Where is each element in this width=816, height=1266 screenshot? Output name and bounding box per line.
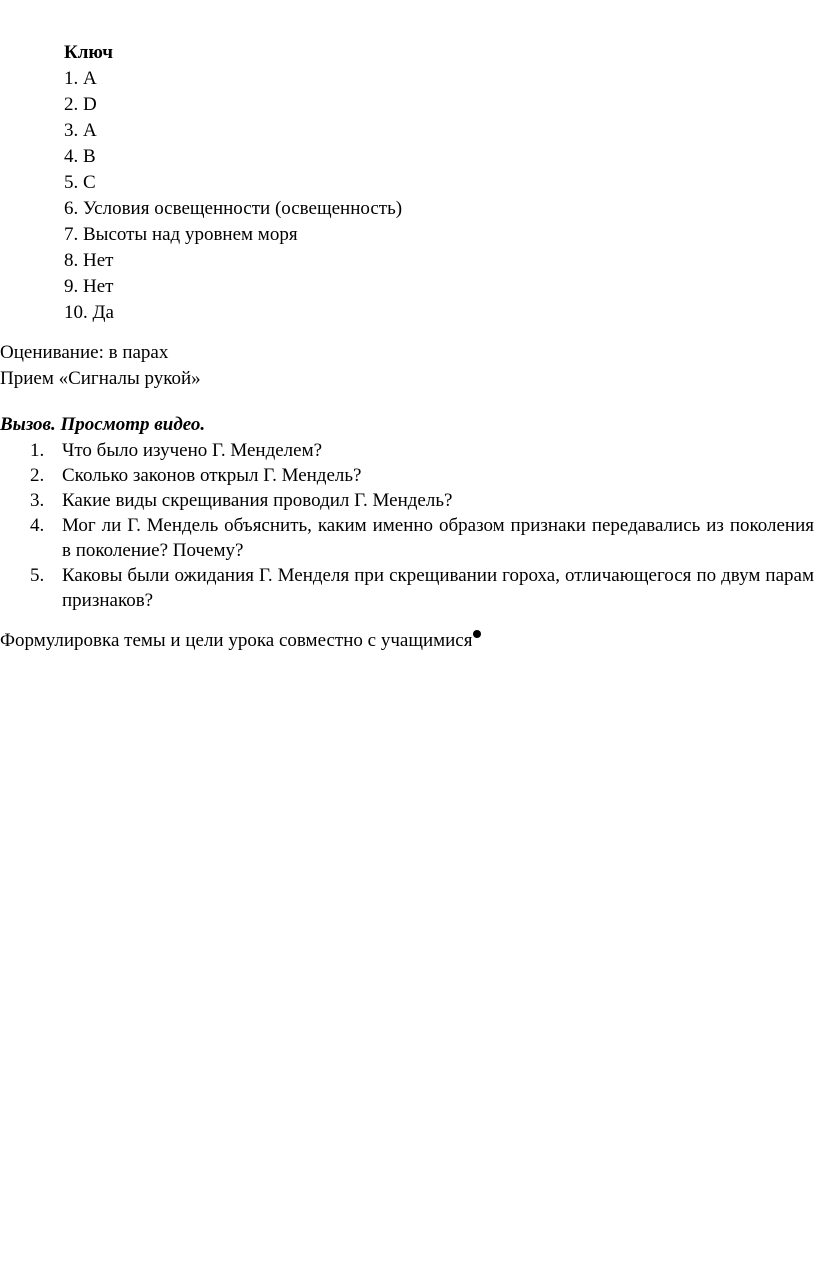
answer-key-item: 7. Высоты над уровнем моря	[64, 224, 298, 245]
question-text: Сколько законов открыл Г. Мендель?	[62, 465, 362, 486]
question-item	[0, 563, 816, 613]
answer-key-item: 9. Нет	[64, 276, 114, 297]
answer-key-item: 4. В	[64, 146, 96, 167]
question-number: 3.	[30, 490, 45, 511]
answer-key-item: 5. С	[64, 172, 96, 193]
evaluation-section	[0, 340, 816, 392]
challenge-title: Вызов. Просмотр видео.	[0, 414, 206, 435]
question-item	[0, 513, 816, 563]
answer-key-item: 6. Условия освещенности (освещенность)	[64, 198, 403, 219]
answer-key-title: Ключ	[64, 42, 113, 63]
question-list	[0, 438, 816, 613]
question-item	[0, 488, 816, 513]
answer-key-item: 8. Нет	[64, 250, 114, 271]
question-number: 1.	[30, 440, 45, 461]
question-number: 2.	[30, 465, 45, 486]
question-text: Каковы были ожидания Г. Менделя при скрещивании гороха, отличающегося по двум парам признаков?	[62, 565, 814, 611]
question-text: Какие виды скрещивания проводил Г. Мендель?	[62, 490, 453, 511]
challenge-section	[0, 412, 816, 613]
lesson-topic-text: Формулировка темы и цели урока совместно с учащимися	[0, 630, 473, 651]
question-number: 4.	[30, 515, 45, 536]
answer-key-item: 2. D	[64, 94, 97, 115]
lesson-topic-formulation	[0, 628, 481, 654]
answer-key-item: 1. А	[64, 68, 97, 89]
evaluation-method: Оценивание: в парах	[0, 342, 169, 363]
answer-key	[64, 40, 764, 326]
answer-key-item: 3. А	[64, 120, 97, 141]
question-text: Что было изучено Г. Менделем?	[62, 440, 323, 461]
question-number: 5.	[30, 565, 45, 586]
question-item	[0, 463, 816, 488]
answer-key-item: 10. Да	[64, 302, 114, 323]
question-item	[0, 438, 816, 463]
evaluation-technique: Прием «Сигналы рукой»	[0, 368, 201, 389]
question-text: Мог ли Г. Мендель объяснить, каким именно образом признаки передавались из поколения в поколение? Почему?	[62, 515, 814, 561]
bullet-dot-icon	[473, 630, 481, 638]
